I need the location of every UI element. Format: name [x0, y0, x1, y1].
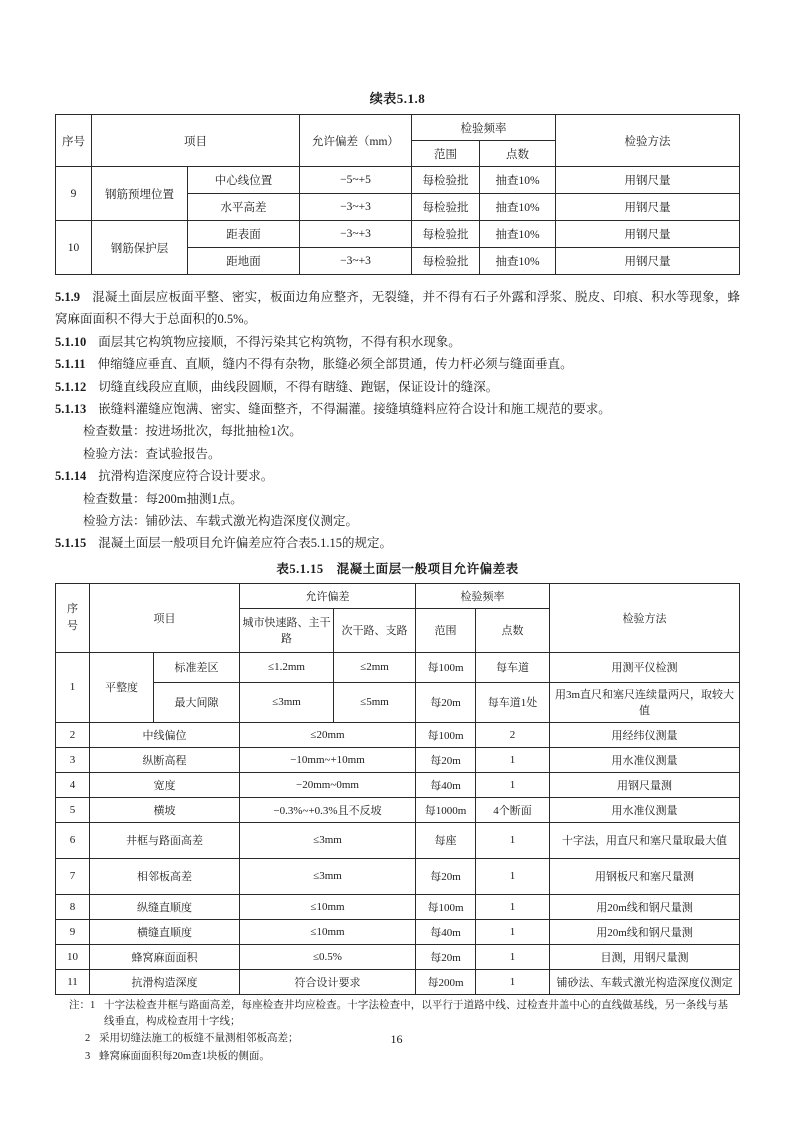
section-number: 5.1.15	[55, 536, 87, 551]
cell-tolerance: 符合设计要求	[240, 969, 416, 994]
cell-seq: 7	[56, 858, 90, 894]
note-number: 1	[90, 999, 96, 1011]
cell-item: 相邻板高差	[90, 858, 240, 894]
cell-tolerance: ≤3mm	[240, 858, 416, 894]
cell-points: 抽查10%	[480, 167, 556, 194]
cell-method: 用水准仪测量	[550, 747, 740, 772]
header-road2: 次干路、支路	[334, 608, 416, 652]
section-number: 5.1.10	[55, 334, 87, 349]
cell-range: 每100m	[416, 894, 476, 919]
header-range: 范围	[412, 141, 480, 167]
cell-item: 纵缝直顺度	[90, 894, 240, 919]
cell-tolerance: ≤0.5%	[240, 944, 416, 969]
section-text: 检查数量：每200m抽测1点。	[83, 491, 243, 506]
cell-tol2: ≤5mm	[334, 682, 416, 722]
section-number: 5.1.14	[55, 469, 87, 484]
cell-tol1: ≤3mm	[240, 682, 334, 722]
note-number: 2	[85, 1033, 91, 1045]
cell-item: 横坡	[90, 797, 240, 822]
cell-tolerance: ≤10mm	[240, 894, 416, 919]
cell-points: 1	[476, 944, 550, 969]
note-text: 十字法检查井框与路面高差，每座检查井均应检查。十字法检查中，以平行于道路中线、过检查井盖中心的直线做基线，另一条线与基线垂直，构成检查用十字线；	[104, 999, 728, 1028]
cell-item: 井框与路面高差	[90, 822, 240, 858]
cell-method: 用3m直尺和塞尺连续量两尺，取较大值	[550, 682, 740, 722]
cell-seq: 8	[56, 894, 90, 919]
cell-item: 中线偏位	[90, 722, 240, 747]
header-frequency: 检验频率	[416, 583, 550, 608]
table2-title: 表5.1.15 混凝土面层一般项目允许偏差表	[276, 561, 519, 576]
cell-tolerance: −3~+3	[300, 221, 412, 248]
cell-tolerance: ≤10mm	[240, 919, 416, 944]
cell-method: 十字法，用直尺和塞尺量取最大值	[550, 822, 740, 858]
cell-item: 纵断高程	[90, 747, 240, 772]
header-tolerance: 允许偏差	[240, 583, 416, 608]
cell-sub: 中心线位置	[188, 167, 300, 194]
note-item	[55, 998, 740, 1031]
cell-group: 平整度	[90, 652, 154, 722]
paragraph	[55, 532, 740, 554]
cell-seq: 3	[56, 747, 90, 772]
page-number: 16	[390, 1032, 403, 1046]
cell-seq: 10	[56, 944, 90, 969]
table-row	[56, 747, 740, 772]
cell-points: 1	[476, 747, 550, 772]
cell-points: 抽查10%	[480, 248, 556, 275]
cell-item: 宽度	[90, 772, 240, 797]
header-method: 检验方法	[556, 115, 740, 167]
cell-sub: 距地面	[188, 248, 300, 275]
table-row	[56, 944, 740, 969]
paragraph	[55, 420, 740, 442]
note-text: 采用切缝法施工的板缝不量测相邻板高差；	[99, 1033, 299, 1045]
cell-points: 1	[476, 919, 550, 944]
cell-range: 每200m	[416, 969, 476, 994]
cell-sub: 标准差区	[154, 652, 240, 682]
table-row	[56, 797, 740, 822]
cell-item: 横缝直顺度	[90, 919, 240, 944]
cell-tolerance: −20mm~0mm	[240, 772, 416, 797]
section-text: 混凝土面层一般项目允许偏差应符合表5.1.15的规定。	[98, 536, 393, 551]
cell-tolerance: ≤3mm	[240, 822, 416, 858]
cell-range: 每40m	[416, 919, 476, 944]
cell-sub: 水平高差	[188, 194, 300, 221]
table-row	[56, 822, 740, 858]
cell-points: 1	[476, 858, 550, 894]
cell-tolerance: −3~+3	[300, 194, 412, 221]
section-text: 抗滑构造深度应符合设计要求。	[98, 469, 274, 484]
cell-points: 抽查10%	[480, 221, 556, 248]
cell-group: 钢筋保护层	[92, 221, 188, 275]
table-5-1-15	[55, 583, 740, 995]
cell-seq: 6	[56, 822, 90, 858]
paragraph	[55, 465, 740, 487]
cell-points: 2	[476, 722, 550, 747]
section-text: 检验方法：铺砂法、车载式激光构造深度仪测定。	[83, 514, 359, 529]
cell-seq: 9	[56, 167, 92, 221]
header-seq	[56, 583, 90, 652]
cell-points: 1	[476, 969, 550, 994]
table-row	[56, 894, 740, 919]
section-text: 嵌缝料灌缝应饱满、密实、缝面整齐，不得漏灌。接缝填缝料应符合设计和施工规范的要求。	[98, 402, 611, 417]
cell-method: 用钢尺量	[556, 248, 740, 275]
cell-tolerance: ≤20mm	[240, 722, 416, 747]
note-label: 注：	[69, 999, 90, 1011]
note-label	[55, 1049, 85, 1065]
paragraph	[55, 331, 740, 353]
header-points: 点数	[476, 608, 550, 652]
cell-range: 每20m	[416, 858, 476, 894]
cell-seq: 5	[56, 797, 90, 822]
cell-points: 抽查10%	[480, 194, 556, 221]
cell-item: 蜂窝麻面面积	[90, 944, 240, 969]
note-number: 3	[85, 1050, 91, 1062]
paragraph	[55, 398, 740, 420]
header-road1: 城市快速路、主干路	[240, 608, 334, 652]
cell-method: 用20m线和钢尺量测	[550, 919, 740, 944]
table-row	[56, 858, 740, 894]
cell-points: 4个断面	[476, 797, 550, 822]
cell-points: 1	[476, 894, 550, 919]
cell-item: 抗滑构造深度	[90, 969, 240, 994]
cell-points: 1	[476, 772, 550, 797]
cell-range: 每20m	[416, 944, 476, 969]
table-row	[56, 167, 740, 194]
cell-range: 每座	[416, 822, 476, 858]
cell-tolerance: −0.3%~+0.3%且不反坡	[240, 797, 416, 822]
cell-tol1: ≤1.2mm	[240, 652, 334, 682]
cell-seq: 11	[56, 969, 90, 994]
table-5-1-8	[55, 114, 740, 275]
cell-sub: 最大间隙	[154, 682, 240, 722]
header-method: 检验方法	[550, 583, 740, 652]
body-text	[55, 286, 740, 555]
cell-range: 每检验批	[412, 248, 480, 275]
cell-method: 用钢尺量	[556, 167, 740, 194]
cell-method: 用20m线和钢尺量测	[550, 894, 740, 919]
cell-range: 每40m	[416, 772, 476, 797]
table1-title: 续表5.1.8	[369, 91, 426, 106]
table-row	[56, 652, 740, 682]
table-row	[56, 722, 740, 747]
note-text: 蜂窝麻面面积每20m查1块板的侧面。	[99, 1050, 270, 1062]
section-text: 面层其它构筑物应接顺，不得污染其它构筑物，不得有积水现象。	[98, 334, 461, 349]
section-number: 5.1.11	[55, 357, 86, 372]
header-range: 范围	[416, 608, 476, 652]
cell-range: 每检验批	[412, 167, 480, 194]
cell-range: 每检验批	[412, 194, 480, 221]
cell-method: 用钢尺量	[556, 221, 740, 248]
cell-seq: 1	[56, 652, 90, 722]
cell-seq: 10	[56, 221, 92, 275]
table-header-row	[56, 583, 740, 608]
paragraph	[55, 510, 740, 532]
cell-range: 每20m	[416, 682, 476, 722]
section-text: 检验方法：查试验报告。	[83, 446, 221, 461]
table-row	[56, 221, 740, 248]
cell-seq: 4	[56, 772, 90, 797]
section-text: 检查数量：按进场批次，每批抽检1次。	[83, 424, 302, 439]
cell-range: 每100m	[416, 722, 476, 747]
cell-range: 每1000m	[416, 797, 476, 822]
header-seq-label: 序号	[66, 603, 78, 632]
cell-tolerance: −10mm~+10mm	[240, 747, 416, 772]
cell-method: 用钢尺量	[556, 194, 740, 221]
table-row	[56, 772, 740, 797]
cell-points: 1	[476, 822, 550, 858]
paragraph	[55, 443, 740, 465]
header-frequency: 检验频率	[412, 115, 556, 141]
section-number: 5.1.13	[55, 402, 87, 417]
cell-tolerance: −3~+3	[300, 248, 412, 275]
cell-points: 每车道	[476, 652, 550, 682]
table-row	[56, 682, 740, 722]
table-row	[56, 969, 740, 994]
header-item: 项目	[90, 583, 240, 652]
section-number: 5.1.9	[55, 290, 80, 304]
paragraph	[55, 376, 740, 398]
section-text: 切缝直线段应直顺，曲线段圆顺，不得有瞎缝、跑锯，保证设计的缝深。	[98, 379, 499, 394]
table-header-row	[56, 115, 740, 141]
cell-group: 钢筋预埋位置	[92, 167, 188, 221]
section-text: 伸缩缝应垂直、直顺，缝内不得有杂物，胀缝必须全部贯通，传力杆必须与缝面垂直。	[97, 357, 573, 372]
table-row	[56, 919, 740, 944]
paragraph	[55, 488, 740, 510]
section-text: 混凝土面层应板面平整、密实，板面边角应整齐，无裂缝，并不得有石子外露和浮浆、脱皮、印痕、积水等现象，蜂窝麻面面积不得大于总面积的0.5%。	[55, 290, 740, 327]
header-item: 项目	[92, 115, 300, 167]
cell-method: 用经纬仪测量	[550, 722, 740, 747]
cell-method: 用钢尺量测	[550, 772, 740, 797]
cell-sub: 距表面	[188, 221, 300, 248]
note-item	[55, 1049, 740, 1065]
cell-range: 每100m	[416, 652, 476, 682]
cell-tol2: ≤2mm	[334, 652, 416, 682]
cell-range: 每20m	[416, 747, 476, 772]
cell-tolerance: −5~+5	[300, 167, 412, 194]
cell-method: 目测，用钢尺量测	[550, 944, 740, 969]
cell-method: 铺砂法、车载式激光构造深度仪测定	[550, 969, 740, 994]
header-seq: 序号	[56, 115, 92, 167]
cell-method: 用钢板尺和塞尺量测	[550, 858, 740, 894]
header-points: 点数	[480, 141, 556, 167]
cell-points: 每车道1处	[476, 682, 550, 722]
cell-method: 用测平仪检测	[550, 652, 740, 682]
header-tolerance: 允许偏差（mm）	[300, 115, 412, 167]
cell-seq: 2	[56, 722, 90, 747]
paragraph	[55, 286, 740, 331]
cell-range: 每检验批	[412, 221, 480, 248]
section-number: 5.1.12	[55, 379, 87, 394]
cell-seq: 9	[56, 919, 90, 944]
paragraph	[55, 353, 740, 375]
cell-method: 用水准仪测量	[550, 797, 740, 822]
